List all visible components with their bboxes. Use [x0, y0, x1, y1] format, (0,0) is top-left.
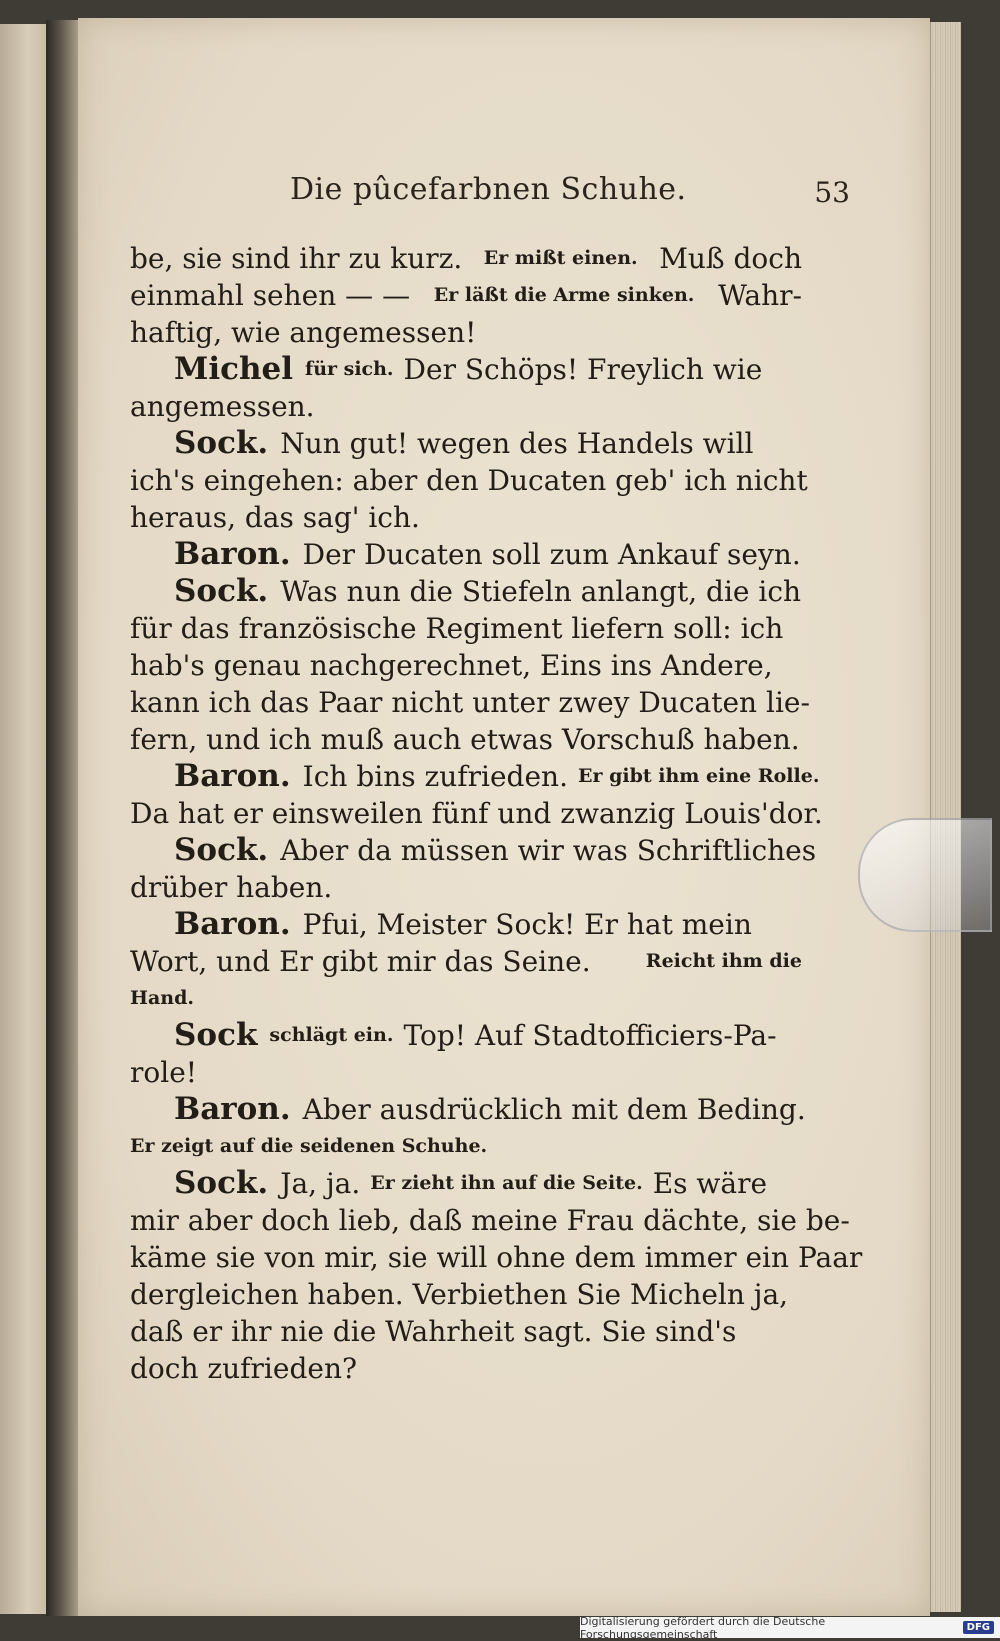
text-span: kann ich das Paar nicht unter zwey Ducaten lie- — [130, 686, 810, 719]
text-line — [130, 314, 802, 351]
text-line — [130, 1128, 802, 1165]
text-line — [130, 573, 802, 610]
stage-direction: schlägt ein. — [269, 1024, 394, 1046]
text-span: hab's genau nachgerechnet, Eins ins Andere, — [130, 649, 773, 682]
speaker-name: Sock. — [174, 832, 269, 868]
text-line — [130, 1202, 850, 1239]
text-line — [130, 351, 802, 388]
page-number: 53 — [814, 176, 850, 209]
text-line — [130, 1017, 802, 1054]
stage-direction: Er zieht ihn auf die Seite. — [370, 1172, 643, 1194]
text-span: mir aber doch lieb, daß meine Frau dächte, sie be- — [130, 1204, 850, 1237]
text-span: für das französische Regiment liefern soll: ich — [130, 612, 784, 645]
stage-direction: Hand. — [130, 987, 194, 1009]
footer-credit: Digitalisierung gefördert durch die Deutsche Forschungsgemeinschaft — [580, 1614, 826, 1641]
text-line — [130, 795, 823, 832]
text-line — [130, 462, 808, 499]
text-line — [130, 499, 802, 536]
text-span: Pfui, Meister Sock! Er hat mein — [302, 908, 752, 941]
text-span: heraus, das sag' ich. — [130, 501, 420, 534]
text-line — [130, 980, 802, 1017]
text-span: Nun gut! wegen des Handels will — [280, 427, 754, 460]
text-span: Top! Auf Stadtofficiers-Pa- — [403, 1019, 777, 1052]
text-line — [130, 1054, 802, 1091]
speaker-name: Baron. — [174, 536, 291, 572]
text-span: Der Ducaten soll zum Ankauf seyn. — [302, 538, 801, 571]
text-span: Der Schöps! Freylich wie — [403, 353, 763, 386]
text-span: angemessen. — [130, 390, 315, 423]
page-fore-edge — [930, 22, 961, 1612]
speaker-name: Sock. — [174, 1165, 269, 1201]
stage-direction: Er gibt ihm eine Rolle. — [577, 765, 820, 787]
speaker-name: Baron. — [174, 758, 291, 794]
text-span: haftig, wie angemessen! — [130, 316, 477, 349]
digitization-footer — [580, 1614, 1000, 1641]
text-span: Es wäre — [652, 1167, 768, 1200]
facing-page-edge — [0, 24, 46, 1614]
text-line — [130, 684, 810, 721]
text-span: Wort, und Er gibt mir das Seine. — [130, 945, 591, 978]
text-line — [130, 1239, 863, 1276]
dfg-logo-icon: DFG — [963, 1621, 994, 1634]
book-gutter — [46, 20, 78, 1616]
text-span: daß er ihr nie die Wahrheit sagt. Sie sind's — [130, 1315, 737, 1348]
text-line — [130, 1165, 802, 1202]
text-span: be, sie sind ihr zu kurz. — [130, 242, 463, 275]
text-line — [130, 536, 802, 573]
text-line — [130, 832, 817, 869]
page-text — [130, 240, 863, 1387]
text-span: drüber haben. — [130, 871, 333, 904]
text-line — [130, 425, 802, 462]
text-line — [130, 647, 802, 684]
text-span: ich's eingehen: aber den Ducaten geb' ich nicht — [130, 464, 808, 497]
text-span: Was nun die Stiefeln anlangt, die ich — [280, 575, 802, 608]
text-span: Wahr- — [718, 279, 802, 312]
stage-direction: Reicht ihm die — [645, 950, 802, 972]
page-holder-clip — [858, 818, 992, 932]
speaker-name: Baron. — [174, 1091, 291, 1127]
speaker-name: Michel — [174, 351, 294, 387]
text-line — [130, 388, 802, 425]
text-line — [130, 277, 802, 314]
text-span: Ich bins zufrieden. — [302, 760, 568, 793]
text-line — [130, 906, 802, 943]
text-line — [130, 240, 802, 277]
text-span: einmahl sehen — — — [130, 279, 411, 312]
stage-direction: Er mißt einen. — [483, 247, 638, 269]
speaker-name: Sock — [174, 1017, 258, 1053]
text-line — [130, 1276, 802, 1313]
text-line — [130, 1091, 806, 1128]
speaker-name: Sock. — [174, 573, 269, 609]
speaker-name: Baron. — [174, 906, 291, 942]
text-span: fern, und ich muß auch etwas Vorschuß haben. — [130, 723, 800, 756]
speaker-name: Sock. — [174, 425, 269, 461]
text-span: käme sie von mir, sie will ohne dem immer ein Paar — [130, 1241, 863, 1274]
text-span: dergleichen haben. Verbiethen Sie Micheln ja, — [130, 1278, 789, 1311]
text-line — [130, 721, 802, 758]
text-line — [130, 869, 802, 906]
text-line — [130, 758, 820, 795]
page-header — [290, 172, 850, 212]
text-span: Da hat er einsweilen fünf und zwanzig Louis'dor. — [130, 797, 823, 830]
text-span: Aber ausdrücklich mit dem Beding. — [302, 1093, 806, 1126]
stage-direction: Er zeigt auf die seidenen Schuhe. — [130, 1135, 488, 1157]
text-span: role! — [130, 1056, 198, 1089]
text-line — [130, 1313, 802, 1350]
text-span: Ja, ja. — [280, 1167, 361, 1200]
text-span: Muß doch — [659, 242, 802, 275]
text-span: Aber da müssen wir was Schriftliches — [280, 834, 817, 867]
text-line — [130, 1350, 802, 1387]
text-span: doch zufrieden? — [130, 1352, 357, 1385]
running-title: Die pûcefarbnen Schuhe. — [290, 172, 687, 207]
text-line — [130, 943, 802, 980]
text-line — [130, 610, 802, 647]
stage-direction: Er läßt die Arme sinken. — [433, 284, 695, 306]
stage-direction: für sich. — [305, 358, 394, 380]
